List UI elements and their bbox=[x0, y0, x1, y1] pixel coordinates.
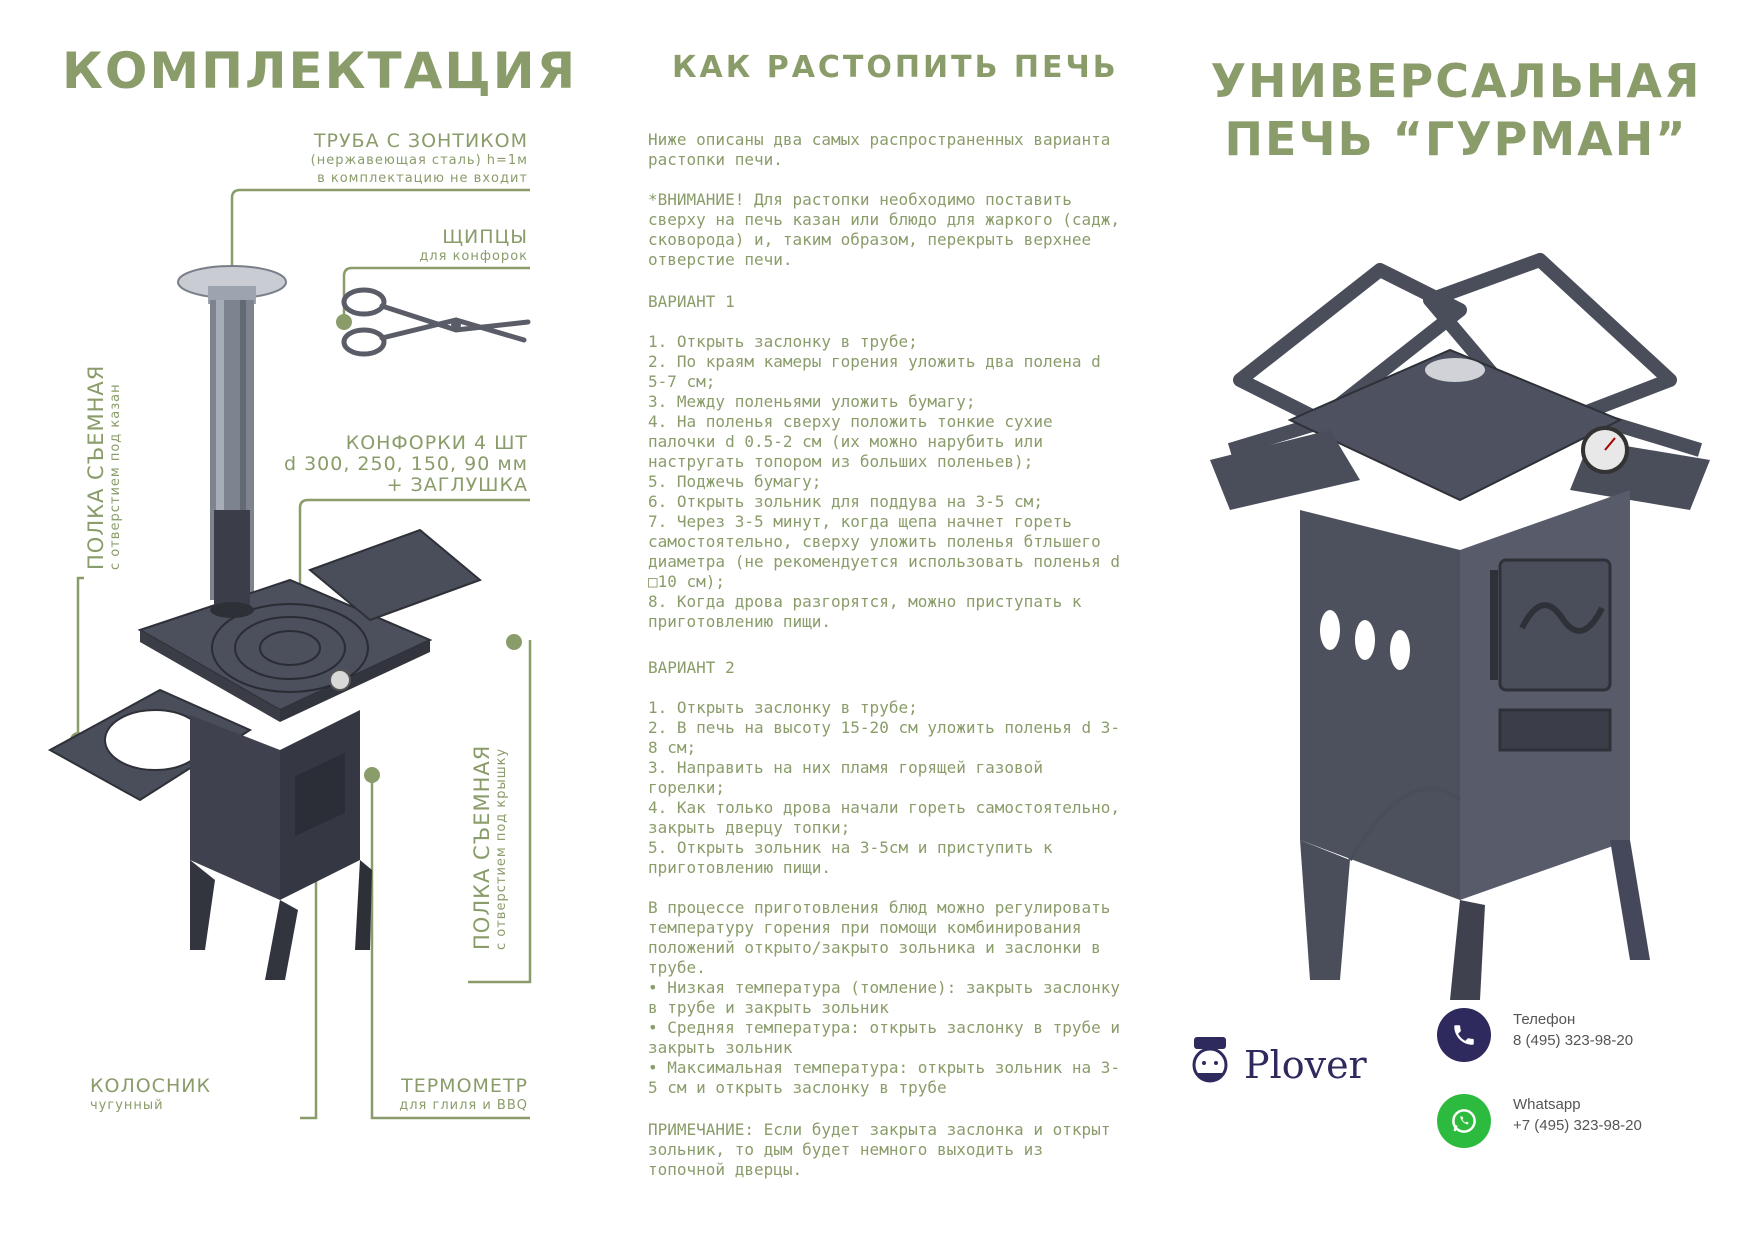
label-tongs-title: ЩИПЦЫ bbox=[442, 226, 528, 248]
whatsapp-number[interactable]: +7 (495) 323-98-20 bbox=[1513, 1117, 1642, 1134]
stove-illustration bbox=[1210, 240, 1710, 1000]
right-title-line1: УНИВЕРСАЛЬНАЯ bbox=[1210, 54, 1702, 108]
regulation-text bbox=[648, 898, 1124, 1098]
list-item: 5. Открыть зольник на 3-5см и приступить к приготовлению пищи. bbox=[648, 838, 1053, 877]
left-panel-title: КОМПЛЕКТАЦИЯ bbox=[62, 42, 578, 100]
regulation-paragraph: В процессе приготовления блюд можно регулировать температуру горения при помощи комбинирования положений открыто/закрыто зольника и заслонки в трубе. bbox=[648, 898, 1111, 977]
label-grate-title: КОЛОСНИК bbox=[90, 1075, 211, 1097]
brand-logo-icon bbox=[1182, 1033, 1238, 1097]
label-burners-line1: КОНФОРКИ 4 ШТ bbox=[345, 432, 528, 454]
list-item: • Средняя температура: открыть заслонку в трубе и закрыть зольник bbox=[648, 1018, 1121, 1057]
list-item: 7. Через 3-5 минут, когда щепа начнет гореть самостоятельно, сверху уложить поленья бтльшего диаметра (не рекомендуется использовать поленья d □10 см); bbox=[648, 512, 1121, 591]
label-pipe-title: ТРУБА С ЗОНТИКОМ bbox=[313, 130, 528, 152]
tongs-icon bbox=[336, 280, 536, 370]
label-thermometer-sub: для глиля и BBQ bbox=[399, 1098, 528, 1113]
label-burners bbox=[284, 433, 528, 496]
label-pipe bbox=[311, 130, 528, 187]
label-burners-line3: + ЗАГЛУШКА bbox=[386, 473, 528, 496]
list-item: 8. Когда дрова разгорятся, можно приступать к приготовлению пищи. bbox=[648, 592, 1082, 631]
whatsapp-contact bbox=[1513, 1094, 1642, 1136]
list-item: 2. По краям камеры горения уложить два полена d 5-7 см; bbox=[648, 352, 1101, 391]
label-tongs bbox=[419, 226, 528, 266]
label-grate bbox=[90, 1075, 211, 1115]
label-shelf-right bbox=[470, 745, 509, 950]
label-thermometer bbox=[399, 1075, 528, 1115]
list-item: 6. Открыть зольник для поддува на 3-5 см; bbox=[648, 492, 1043, 511]
variant1-title: ВАРИАНТ 1 bbox=[648, 292, 735, 311]
list-item: • Максимальная температура: открыть зольник на 3-5 см и открыть заслонку в трубе bbox=[648, 1058, 1121, 1097]
phone-label: Телефон bbox=[1513, 1011, 1576, 1028]
list-item: • Низкая температура (томление): закрыть заслонку в трубе и закрыть зольник bbox=[648, 978, 1121, 1017]
phone-icon[interactable] bbox=[1437, 1008, 1491, 1062]
whatsapp-icon[interactable] bbox=[1437, 1094, 1491, 1148]
middle-panel-title: КАК РАСТОПИТЬ ПЕЧЬ bbox=[672, 50, 1119, 85]
whatsapp-label: Whatsapp bbox=[1513, 1096, 1581, 1113]
label-shelf-left-sub: с отверстием под казан bbox=[108, 383, 123, 570]
label-shelf-right-title: ПОЛКА СЪЕМНАЯ bbox=[470, 744, 494, 950]
label-thermometer-title: ТЕРМОМЕТР bbox=[401, 1075, 528, 1097]
list-item: 4. На поленья сверху положить тонкие сухие палочки d 0.5-2 см (их можно нарубить или настругать топором из больших поленьев); bbox=[648, 412, 1053, 471]
label-tongs-sub: для конфорок bbox=[419, 249, 528, 264]
list-item: 1. Открыть заслонку в трубе; bbox=[648, 332, 918, 351]
list-item: 5. Поджечь бумагу; bbox=[648, 472, 822, 491]
phone-number[interactable]: 8 (495) 323-98-20 bbox=[1513, 1032, 1634, 1049]
label-shelf-left-title: ПОЛКА СЪЕМНАЯ bbox=[84, 364, 108, 570]
label-shelf-left bbox=[84, 365, 123, 570]
variant1-steps bbox=[648, 332, 1124, 632]
variant2-title: ВАРИАНТ 2 bbox=[648, 658, 735, 677]
warning-text: *ВНИМАНИЕ! Для растопки необходимо поставить сверху на печь казан или блюдо для жаркого (садж, сковорода) и, таким образом, перекрыть верхнее отверстие печи. bbox=[648, 190, 1121, 269]
list-item: 2. В печь на высоту 15-20 см уложить поленья d 3-8 см; bbox=[648, 718, 1121, 757]
list-item: 3. Направить на них пламя горящей газовой горелки; bbox=[648, 758, 1043, 797]
brand-name: Plover bbox=[1244, 1043, 1367, 1087]
label-pipe-material: (нержавеющая сталь) h=1м bbox=[310, 153, 528, 168]
list-item: 3. Между поленьями уложить бумагу; bbox=[648, 392, 976, 411]
label-burners-line2: d 300, 250, 150, 90 мм bbox=[283, 452, 528, 475]
list-item: 1. Открыть заслонку в трубе; bbox=[648, 698, 918, 717]
variant2-steps bbox=[648, 698, 1124, 878]
label-pipe-note: в комплектацию не входит bbox=[317, 170, 528, 186]
phone-contact bbox=[1513, 1009, 1633, 1051]
label-grate-sub: чугунный bbox=[90, 1098, 164, 1113]
right-panel-title bbox=[1186, 52, 1726, 168]
label-shelf-right-sub: с отверстием под крышку bbox=[494, 747, 509, 950]
intro-text: Ниже описаны два самых распространенных варианта растопки печи. bbox=[648, 130, 1111, 169]
note-text: ПРИМЕЧАНИЕ: Если будет закрыта заслонка и открыт зольник, то дым будет немного выходить из топочной дверцы. bbox=[648, 1120, 1111, 1179]
list-item: 4. Как только дрова начали гореть самостоятельно, закрыть дверцу топки; bbox=[648, 798, 1121, 837]
brand-logo bbox=[1182, 1030, 1402, 1100]
right-title-line2: ПЕЧЬ “ГУРМАН” bbox=[1224, 112, 1688, 166]
